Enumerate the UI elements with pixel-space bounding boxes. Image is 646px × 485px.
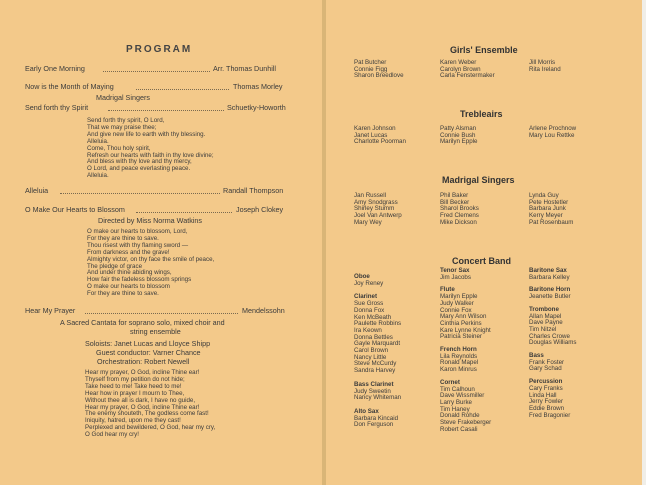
guest-conductor: Guest conductor: Varner Chance xyxy=(96,348,201,357)
madrigal-singers-title: Madrigal Singers xyxy=(442,175,515,185)
member-name: Jan Russell xyxy=(354,192,386,199)
member-name: Carla Fenstermaker xyxy=(440,72,495,80)
lyric-line: And under thine abiding wings, xyxy=(87,269,172,277)
piece-composer: Mendelssohn xyxy=(242,306,285,315)
piece-title: Send forth thy Spirit xyxy=(25,103,89,112)
member-name: Linda Hall xyxy=(529,391,557,399)
madrigal-col-2 xyxy=(440,193,479,227)
member-name: Amy Snodgrass xyxy=(354,198,398,206)
member-name: Pete Hostetler xyxy=(529,198,569,206)
member-name: Tim Nitzel xyxy=(529,325,557,333)
lyric-line: And give new life to earth with thy blessing. xyxy=(87,130,206,138)
orchestration: Orchestration: Robert Newell xyxy=(97,357,190,366)
lyric-line: Take heed to me! Take heed to me! xyxy=(85,382,182,390)
lyric-line: For they are thine to save. xyxy=(87,290,159,298)
member-name: Paulette Robbins xyxy=(354,320,402,328)
section-name: Cornet xyxy=(440,378,460,386)
member-name: Patty Alsman xyxy=(440,125,477,132)
member-name: Marilyn Epple xyxy=(440,293,478,301)
member-name: Steve McCurdy xyxy=(354,360,397,368)
section-name: Percussion xyxy=(529,378,563,386)
cantata-description: A Sacred Cantata for soprano solo, mixed choir and xyxy=(60,318,225,327)
program-title: PROGRAM xyxy=(126,44,193,55)
member-name: Gary Schad xyxy=(529,365,562,373)
member-name: Kerry Meyer xyxy=(529,212,563,220)
girls-ensemble-title: Girls' Ensemble xyxy=(450,45,518,55)
member-name: Douglas Williams xyxy=(529,339,577,347)
lyric-line: Refresh our hearts with faith in thy love divine; xyxy=(87,151,214,159)
lyric-line: Thou risest with thy flaming sword — xyxy=(87,241,189,249)
soloists: Soloists: Janet Lucas and Lloyce Shipp xyxy=(85,339,211,348)
member-name: Barbara Kelley xyxy=(529,273,570,281)
blossom-lyrics xyxy=(87,229,214,298)
girls-ensemble-col-2 xyxy=(440,60,495,80)
member-name: Pat Rosenbaum xyxy=(529,218,574,226)
trebleairs-col-2 xyxy=(440,126,478,146)
lyric-line: How fair the fadeless blossom springs xyxy=(87,276,192,284)
concert-band-title: Concert Band xyxy=(452,256,512,266)
piece-composer: Randall Thompson xyxy=(223,186,284,195)
leader-dots xyxy=(136,89,229,90)
lyric-line: Alleluia. xyxy=(87,137,109,145)
member-name: Dave Wissmiller xyxy=(440,392,485,400)
right-page xyxy=(326,0,642,485)
section-name: Oboe xyxy=(354,273,370,280)
madrigal-note: Madrigal Singers xyxy=(96,93,150,102)
trebleairs-col-3 xyxy=(529,126,576,139)
member-name: Ronald Mapel xyxy=(440,359,479,367)
member-name: Barbara Junk xyxy=(529,205,566,213)
member-name: Karon Minrus xyxy=(440,366,477,374)
member-name: Donna Fox xyxy=(354,306,385,314)
lyric-line: Almighty victor, on thy face the smile of peace, xyxy=(87,255,215,263)
piece-title: O Make Our Hearts to Blossom xyxy=(25,205,125,214)
band-column-1 xyxy=(354,274,401,429)
section-name: French Horn xyxy=(440,346,477,354)
member-name: Mary Wey xyxy=(354,218,382,226)
section-name: Alto Sax xyxy=(354,407,379,415)
piece-composer: Schuetky-Howorth xyxy=(227,103,286,112)
lyric-line: And bless with thy love and thy mercy, xyxy=(87,158,192,166)
left-page xyxy=(0,0,322,485)
lyric-line: O Lord, and peace everlasting peace. xyxy=(87,165,191,173)
leader-dots xyxy=(103,71,210,72)
member-name: Connie Fox xyxy=(440,306,472,314)
member-name: Sharol Brooks xyxy=(440,205,479,213)
band-column-3 xyxy=(529,268,576,419)
lyric-line: Hear my prayer, O God, incline Thine ear! xyxy=(85,369,200,376)
member-name: Connie Figg xyxy=(354,65,388,73)
lyric-line: The enemy shouteth, The godless come fast! xyxy=(85,410,209,418)
section-name: Tenor Sax xyxy=(440,267,470,274)
member-name: Arlene Prochnow xyxy=(529,125,577,132)
member-name: Rita Ireland xyxy=(529,65,561,73)
girls-ensemble-col-3 xyxy=(529,60,561,73)
leader-dots xyxy=(60,193,220,194)
leader-dots xyxy=(136,212,232,213)
member-name: Joy Reney xyxy=(354,279,384,287)
member-name: Ira Keown xyxy=(354,326,382,334)
trebleairs-col-1 xyxy=(354,126,406,146)
girls-ensemble-col-1 xyxy=(354,60,404,80)
member-name: Sharon Breedlove xyxy=(354,72,404,80)
lyric-line: Thyself from my petition do not hide; xyxy=(85,375,185,383)
member-name: Patricia Steiner xyxy=(440,333,482,341)
member-name: Jill Morris xyxy=(529,59,556,66)
section-name: Trombone xyxy=(529,305,559,313)
member-name: Charles Crowe xyxy=(529,332,570,340)
member-name: Kare Lynne Knight xyxy=(440,326,491,334)
lyric-line: Perplexed and bewildered, O God, hear my cry, xyxy=(85,424,216,432)
member-name: Marilyn Epple xyxy=(440,138,478,146)
lyric-line: For they are thine to save. xyxy=(87,234,159,242)
member-name: Gayle Marquardt xyxy=(354,340,401,348)
member-name: Mike Dickson xyxy=(440,218,477,226)
member-name: Karen Weber xyxy=(440,59,477,66)
lyric-line: Without thee all is dark, I have no guide, xyxy=(85,396,196,404)
member-name: Karen Johnson xyxy=(354,125,396,132)
section-name: Bass Clarinet xyxy=(354,380,394,388)
member-name: Tim Haney xyxy=(440,405,470,413)
piece-title: Now is the Month of Maying xyxy=(25,82,114,91)
member-name: Mary Ann Wilson xyxy=(440,313,487,321)
madrigal-col-3 xyxy=(529,193,573,227)
piece-composer: Arr. Thomas Dunhill xyxy=(213,64,276,73)
member-name: Nancy Whiteman xyxy=(354,394,402,402)
lyric-line: O make our hearts to blossom, Lord, xyxy=(87,228,188,235)
piece-title: Hear My Prayer xyxy=(25,306,76,315)
member-name: Carolyn Brown xyxy=(440,65,481,73)
member-name: Cary Franks xyxy=(529,384,563,392)
member-name: Barbara Kincaid xyxy=(354,414,399,422)
member-name: Shirley Stumm xyxy=(354,205,395,213)
page-edge xyxy=(642,0,646,485)
member-name: Eddie Brown xyxy=(529,404,565,412)
member-name: Ken McBeath xyxy=(354,313,392,321)
member-name: Joel Van Antwerp xyxy=(354,212,402,220)
member-name: Judy Walker xyxy=(440,299,474,307)
piece-composer: Joseph Clokey xyxy=(236,205,284,214)
leader-dots xyxy=(108,110,224,111)
piece-title: Early One Morning xyxy=(25,64,85,73)
lyric-line: O God hear my cry! xyxy=(85,431,139,439)
member-name: Larry Burke xyxy=(440,398,472,406)
lyric-line: That we may praise thee; xyxy=(87,123,157,131)
piece-composer: Thomas Morley xyxy=(233,82,283,91)
member-name: Bill Becker xyxy=(440,198,470,206)
member-name: Steve Frakeberger xyxy=(440,419,492,427)
lyric-line: Hear how in prayer I mourn to Thee, xyxy=(85,389,185,397)
member-name: Fred Clemens xyxy=(440,212,479,220)
member-name: Sandra Harvey xyxy=(354,367,396,375)
member-name: Don Ferguson xyxy=(354,421,394,429)
member-name: Lila Reynolds xyxy=(440,352,478,360)
member-name: Mary Lou Rettke xyxy=(529,131,575,139)
lyric-line: Hear my prayer, O God, incline Thine ear! xyxy=(85,403,200,411)
section-name: Baritone Sax xyxy=(529,267,567,274)
member-name: Tim Calhoun xyxy=(440,385,475,393)
lyric-line: From darkness and the grave! xyxy=(87,248,170,256)
member-name: Nancy Little xyxy=(354,353,387,361)
cantata-description: string ensemble xyxy=(130,327,181,336)
member-name: Fred Bragonier xyxy=(529,411,571,419)
member-name: Donald Rohde xyxy=(440,412,480,420)
lyric-line: O make our hearts to blossom xyxy=(87,283,170,291)
member-name: Judy Sweetin xyxy=(354,387,391,395)
member-name: Connie Bush xyxy=(440,131,476,139)
member-name: Robert Casali xyxy=(440,425,478,433)
prayer-lyrics xyxy=(85,370,215,439)
member-name: Jeanette Butler xyxy=(529,293,571,301)
member-name: Phil Baker xyxy=(440,192,469,199)
madrigal-col-1 xyxy=(354,193,402,227)
section-name: Baritone Horn xyxy=(529,286,571,294)
member-name: Donna Bettles xyxy=(354,333,393,341)
member-name: Dave Payne xyxy=(529,319,563,327)
member-name: Allan Mapel xyxy=(529,312,562,320)
piece-title: Alleluia xyxy=(25,186,49,195)
member-name: Charlotte Poorman xyxy=(354,138,406,146)
lyric-line: The pledge of grace xyxy=(87,262,143,270)
member-name: Janet Lucas xyxy=(354,131,388,139)
section-name: Clarinet xyxy=(354,293,378,301)
lyric-line: Iniquity, hatred, upon me they cast! xyxy=(85,417,181,425)
member-name: Frank Foster xyxy=(529,358,565,366)
member-name: Jim Jacobs xyxy=(440,273,471,281)
trebleairs-title: Trebleairs xyxy=(460,109,503,119)
band-column-2 xyxy=(440,268,491,433)
member-name: Cinthia Perkins xyxy=(440,319,482,327)
member-name: Lynda Guy xyxy=(529,192,559,199)
member-name: Sue Gross xyxy=(354,300,384,308)
member-name: Jerry Fowler xyxy=(529,398,564,406)
lyric-line: Alleluia. xyxy=(87,172,109,180)
section-name: Flute xyxy=(440,286,455,294)
section-name: Bass xyxy=(529,352,544,360)
leader-dots xyxy=(85,313,238,314)
lyric-line: Send forth thy spirit, O Lord, xyxy=(87,117,165,124)
send-forth-lyrics xyxy=(87,118,214,180)
member-name: Carol Brown xyxy=(354,347,389,355)
lyric-line: Come, Thou holy spirit, xyxy=(87,144,151,152)
directed-by: Directed by Miss Norma Watkins xyxy=(98,216,202,225)
member-name: Pat Butcher xyxy=(354,59,387,66)
